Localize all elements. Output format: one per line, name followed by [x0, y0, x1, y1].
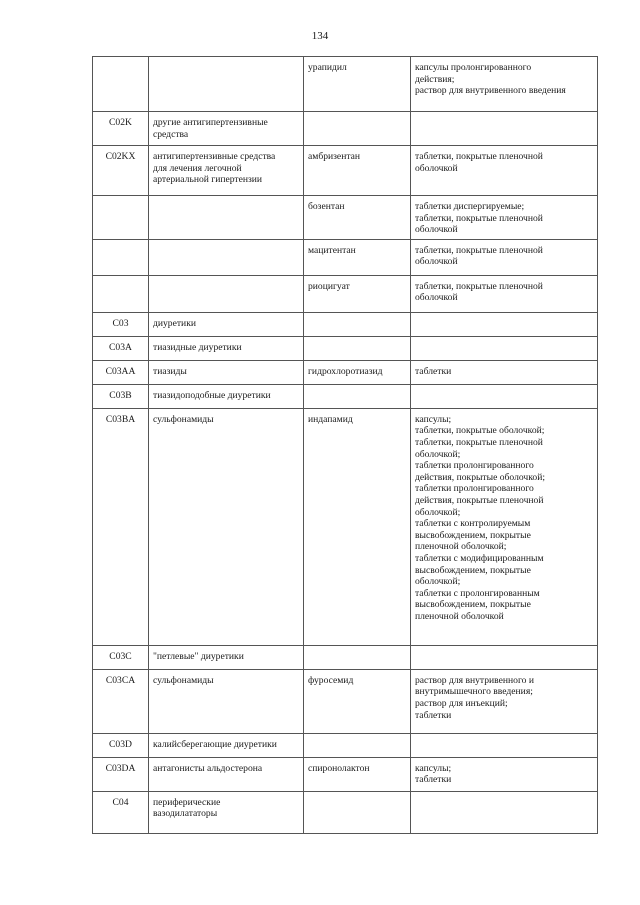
table-row: [93, 757, 598, 791]
table-row: [93, 669, 598, 733]
dosage-form-cell: [411, 733, 598, 757]
group-name-cell: сульфонамиды: [149, 408, 304, 645]
drug-name-cell: индапамид: [304, 408, 411, 645]
group-name-cell: сульфонамиды: [149, 669, 304, 733]
table-row: [93, 645, 598, 669]
drug-name-cell: [304, 645, 411, 669]
group-name-cell: [149, 239, 304, 275]
group-name-cell: [149, 275, 304, 312]
drug-name-cell: [304, 384, 411, 408]
drug-name-cell: урапидил: [304, 57, 411, 112]
table-row: [93, 146, 598, 196]
group-name-cell: тиазидные диуретики: [149, 336, 304, 360]
atc-code-cell: [93, 275, 149, 312]
dosage-form-cell: капсулы; таблетки, покрытые оболочкой; таблетки, покрытые пленочной оболочкой; таблетки пролонгированного действия, покрытые оболочкой; таблетки пролонгированного действия, покрытые пленочной оболочкой; таблетки с контролируемым высвобождением, покрытые пленочной оболочкой; таблетки с модифицированным высвобождением, покрытые оболочкой; таблетки с пролонгированным высвобождением, покрытые пленочной оболочкой: [411, 408, 598, 645]
dosage-form-cell: капсулы; таблетки: [411, 757, 598, 791]
atc-code-cell: [93, 196, 149, 240]
drug-name-cell: спиронолактон: [304, 757, 411, 791]
group-name-cell: [149, 57, 304, 112]
atc-code-cell: [93, 57, 149, 112]
drug-name-cell: бозентан: [304, 196, 411, 240]
group-name-cell: антигипертензивные средства для лечения легочной артериальной гипертензии: [149, 146, 304, 196]
atc-code-cell: C03AA: [93, 360, 149, 384]
dosage-form-cell: раствор для внутривенного и внутримышечного введения; раствор для инъекций; таблетки: [411, 669, 598, 733]
drug-name-cell: риоцигуат: [304, 275, 411, 312]
drug-name-cell: мацитентан: [304, 239, 411, 275]
table-row: [93, 791, 598, 833]
atc-code-cell: C03D: [93, 733, 149, 757]
dosage-form-cell: таблетки диспергируемые; таблетки, покрытые пленочной оболочкой: [411, 196, 598, 240]
drug-name-cell: [304, 336, 411, 360]
group-name-cell: "петлевые" диуретики: [149, 645, 304, 669]
drug-name-cell: [304, 312, 411, 336]
drug-name-cell: амбризентан: [304, 146, 411, 196]
drug-name-cell: [304, 733, 411, 757]
group-name-cell: калийсберегающие диуретики: [149, 733, 304, 757]
dosage-form-cell: [411, 791, 598, 833]
table-row: [93, 360, 598, 384]
dosage-form-cell: таблетки, покрытые пленочной оболочкой: [411, 275, 598, 312]
group-name-cell: тиазиды: [149, 360, 304, 384]
group-name-cell: периферические вазодилататоры: [149, 791, 304, 833]
table-row: [93, 275, 598, 312]
table-row: [93, 57, 598, 112]
drug-table: [92, 56, 598, 834]
group-name-cell: антагонисты альдостерона: [149, 757, 304, 791]
table-row: [93, 408, 598, 645]
table-row: [93, 733, 598, 757]
dosage-form-cell: капсулы пролонгированного действия; раствор для внутривенного введения: [411, 57, 598, 112]
group-name-cell: [149, 196, 304, 240]
group-name-cell: тиазидоподобные диуретики: [149, 384, 304, 408]
table-row: [93, 196, 598, 240]
atc-code-cell: C03A: [93, 336, 149, 360]
table-row: [93, 312, 598, 336]
drug-name-cell: фуросемид: [304, 669, 411, 733]
dosage-form-cell: таблетки, покрытые пленочной оболочкой: [411, 239, 598, 275]
page-number: 134: [311, 30, 329, 42]
atc-code-cell: C03DA: [93, 757, 149, 791]
atc-code-cell: C03CA: [93, 669, 149, 733]
dosage-form-cell: [411, 112, 598, 146]
atc-code-cell: C04: [93, 791, 149, 833]
dosage-form-cell: [411, 336, 598, 360]
drug-name-cell: [304, 791, 411, 833]
group-name-cell: диуретики: [149, 312, 304, 336]
atc-code-cell: [93, 239, 149, 275]
drug-name-cell: [304, 112, 411, 146]
atc-code-cell: C03BA: [93, 408, 149, 645]
table-row: [93, 336, 598, 360]
table-row: [93, 384, 598, 408]
group-name-cell: другие антигипертензивные средства: [149, 112, 304, 146]
dosage-form-cell: [411, 645, 598, 669]
dosage-form-cell: [411, 312, 598, 336]
table-row: [93, 239, 598, 275]
drug-name-cell: гидрохлоротиазид: [304, 360, 411, 384]
dosage-form-cell: [411, 384, 598, 408]
atc-code-cell: C02KX: [93, 146, 149, 196]
atc-code-cell: C02K: [93, 112, 149, 146]
dosage-form-cell: таблетки: [411, 360, 598, 384]
atc-code-cell: C03C: [93, 645, 149, 669]
table-row: [93, 112, 598, 146]
dosage-form-cell: таблетки, покрытые пленочной оболочкой: [411, 146, 598, 196]
atc-code-cell: C03B: [93, 384, 149, 408]
atc-code-cell: C03: [93, 312, 149, 336]
